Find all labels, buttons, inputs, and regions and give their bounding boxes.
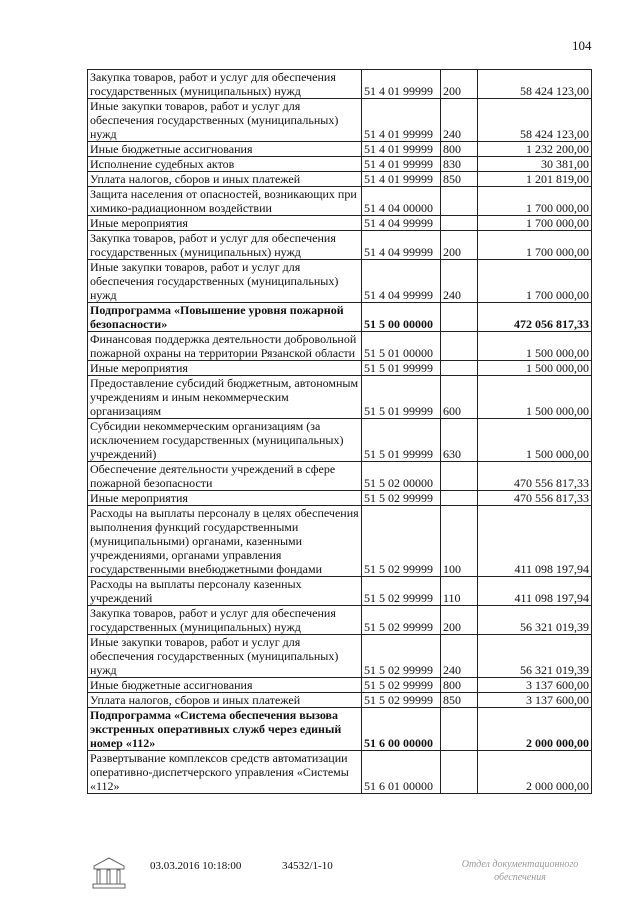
row-name: Иные закупки товаров, работ и услуг для обеспечения государственных (муниципальных) нужд <box>88 99 362 142</box>
row-name: Закупка товаров, работ и услуг для обеспечения государственных (муниципальных) нужд <box>88 70 362 99</box>
row-code: 51 5 02 99999 <box>362 506 441 577</box>
row-name: Расходы на выплаты персоналу в целях обеспечения выполнения функций государственными (муниципальными) органами, казенными учреждениями, органами управления государственными внебюджетными фондами <box>88 506 362 577</box>
row-sum: 56 321 019,39 <box>478 635 592 678</box>
table-row <box>88 751 592 794</box>
row-sum: 1 500 000,00 <box>478 376 592 419</box>
footer-datetime: 03.03.2016 10:18:00 <box>150 860 242 872</box>
row-sum: 1 700 000,00 <box>478 216 592 231</box>
row-code: 51 5 02 99999 <box>362 606 441 635</box>
budget-table-body <box>88 70 592 794</box>
row-code: 51 5 01 99999 <box>362 376 441 419</box>
row-name: Расходы на выплаты персоналу казенных учреждений <box>88 577 362 606</box>
table-row <box>88 419 592 462</box>
row-sum: 411 098 197,94 <box>478 506 592 577</box>
row-expense-type <box>441 303 478 332</box>
row-name: Предоставление субсидий бюджетным, автономным учреждениям и иным некоммерческим организациям <box>88 376 362 419</box>
row-code: 51 4 04 99999 <box>362 216 441 231</box>
row-sum: 472 056 817,33 <box>478 303 592 332</box>
row-sum: 1 700 000,00 <box>478 231 592 260</box>
table-row <box>88 332 592 361</box>
table-row <box>88 635 592 678</box>
table-row <box>88 506 592 577</box>
row-expense-type <box>441 751 478 794</box>
row-sum: 1 201 819,00 <box>478 172 592 187</box>
row-code: 51 5 02 99999 <box>362 491 441 506</box>
row-code: 51 5 01 99999 <box>362 419 441 462</box>
row-name: Финансовая поддержка деятельности добровольной пожарной охраны на территории Рязанской области <box>88 332 362 361</box>
table-row <box>88 172 592 187</box>
row-sum: 1 500 000,00 <box>478 332 592 361</box>
row-sum: 2 000 000,00 <box>478 751 592 794</box>
row-sum: 1 232 200,00 <box>478 142 592 157</box>
row-name: Иные бюджетные ассигнования <box>88 678 362 693</box>
row-name: Подпрограмма «Система обеспечения вызова экстренных оперативных служб через единый номер «112» <box>88 708 362 751</box>
row-code: 51 4 01 99999 <box>362 157 441 172</box>
table-row <box>88 99 592 142</box>
table-row <box>88 376 592 419</box>
page-number: 104 <box>572 38 592 53</box>
row-expense-type <box>441 708 478 751</box>
row-code: 51 5 00 00000 <box>362 303 441 332</box>
table-row <box>88 70 592 99</box>
row-expense-type: 830 <box>441 157 478 172</box>
table-row <box>88 577 592 606</box>
row-code: 51 5 01 99999 <box>362 361 441 376</box>
table-row <box>88 606 592 635</box>
row-expense-type: 240 <box>441 99 478 142</box>
row-name: Защита населения от опасностей, возникающих при химико-радиационном воздействии <box>88 187 362 216</box>
row-code: 51 5 02 99999 <box>362 678 441 693</box>
table-row <box>88 216 592 231</box>
row-name: Субсидии некоммерческим организациям (за исключением государственных (муниципальных) учреждений) <box>88 419 362 462</box>
row-name: Исполнение судебных актов <box>88 157 362 172</box>
table-row <box>88 462 592 491</box>
row-code: 51 4 01 99999 <box>362 99 441 142</box>
row-sum: 58 424 123,00 <box>478 70 592 99</box>
row-name: Уплата налогов, сборов и иных платежей <box>88 693 362 708</box>
row-expense-type: 800 <box>441 142 478 157</box>
row-code: 51 5 02 99999 <box>362 635 441 678</box>
row-sum: 56 321 019,39 <box>478 606 592 635</box>
footer-stamp-line1: Отдел документационного <box>461 859 579 870</box>
row-expense-type: 200 <box>441 231 478 260</box>
row-sum: 58 424 123,00 <box>478 99 592 142</box>
row-expense-type: 850 <box>441 693 478 708</box>
row-expense-type <box>441 361 478 376</box>
footer-stamp-line2: обеспечения <box>494 872 546 883</box>
row-sum: 1 500 000,00 <box>478 361 592 376</box>
table-row <box>88 187 592 216</box>
row-code: 51 4 04 99999 <box>362 260 441 303</box>
table-row <box>88 142 592 157</box>
row-code: 51 4 01 99999 <box>362 70 441 99</box>
row-expense-type: 800 <box>441 678 478 693</box>
row-expense-type: 110 <box>441 577 478 606</box>
table-row <box>88 678 592 693</box>
row-sum: 3 137 600,00 <box>478 678 592 693</box>
row-expense-type <box>441 216 478 231</box>
row-name: Иные закупки товаров, работ и услуг для обеспечения государственных (муниципальных) нужд <box>88 260 362 303</box>
row-name: Иные бюджетные ассигнования <box>88 142 362 157</box>
row-name: Иные мероприятия <box>88 361 362 376</box>
row-name: Закупка товаров, работ и услуг для обеспечения государственных (муниципальных) нужд <box>88 606 362 635</box>
row-sum: 2 000 000,00 <box>478 708 592 751</box>
row-code: 51 6 01 00000 <box>362 751 441 794</box>
row-sum: 470 556 817,33 <box>478 491 592 506</box>
row-name: Иные мероприятия <box>88 491 362 506</box>
row-expense-type <box>441 462 478 491</box>
row-sum: 411 098 197,94 <box>478 577 592 606</box>
table-row <box>88 260 592 303</box>
row-name: Уплата налогов, сборов и иных платежей <box>88 172 362 187</box>
row-name: Закупка товаров, работ и услуг для обеспечения государственных (муниципальных) нужд <box>88 231 362 260</box>
row-expense-type: 240 <box>441 635 478 678</box>
row-expense-type <box>441 187 478 216</box>
row-code: 51 4 01 99999 <box>362 172 441 187</box>
row-sum: 30 381,00 <box>478 157 592 172</box>
row-expense-type: 600 <box>441 376 478 419</box>
row-name: Подпрограмма «Повышение уровня пожарной безопасности» <box>88 303 362 332</box>
row-code: 51 6 00 00000 <box>362 708 441 751</box>
row-name: Иные мероприятия <box>88 216 362 231</box>
table-row <box>88 708 592 751</box>
table-row <box>88 693 592 708</box>
row-name: Иные закупки товаров, работ и услуг для обеспечения государственных (муниципальных) нужд <box>88 635 362 678</box>
row-expense-type: 240 <box>441 260 478 303</box>
table-row <box>88 157 592 172</box>
row-name: Обеспечение деятельности учреждений в сфере пожарной безопасности <box>88 462 362 491</box>
row-expense-type: 850 <box>441 172 478 187</box>
footer-stamp <box>445 858 595 884</box>
row-code: 51 5 02 99999 <box>362 693 441 708</box>
footer-doc-number: 34532/1-10 <box>282 860 333 872</box>
row-code: 51 5 01 00000 <box>362 332 441 361</box>
budget-table <box>87 69 592 794</box>
row-code: 51 5 02 00000 <box>362 462 441 491</box>
row-sum: 3 137 600,00 <box>478 693 592 708</box>
row-code: 51 4 01 99999 <box>362 142 441 157</box>
row-expense-type: 200 <box>441 70 478 99</box>
row-expense-type: 100 <box>441 506 478 577</box>
row-sum: 1 500 000,00 <box>478 419 592 462</box>
row-expense-type <box>441 491 478 506</box>
row-name: Развертывание комплексов средств автоматизации оперативно-диспетчерского управления «Системы «112» <box>88 751 362 794</box>
table-row <box>88 491 592 506</box>
row-sum: 470 556 817,33 <box>478 462 592 491</box>
row-expense-type <box>441 332 478 361</box>
row-sum: 1 700 000,00 <box>478 187 592 216</box>
emblem-icon <box>90 856 128 890</box>
table-row <box>88 231 592 260</box>
row-code: 51 4 04 00000 <box>362 187 441 216</box>
row-sum: 1 700 000,00 <box>478 260 592 303</box>
table-row <box>88 303 592 332</box>
row-code: 51 4 04 99999 <box>362 231 441 260</box>
row-expense-type: 200 <box>441 606 478 635</box>
row-expense-type: 630 <box>441 419 478 462</box>
table-row <box>88 361 592 376</box>
row-code: 51 5 02 99999 <box>362 577 441 606</box>
